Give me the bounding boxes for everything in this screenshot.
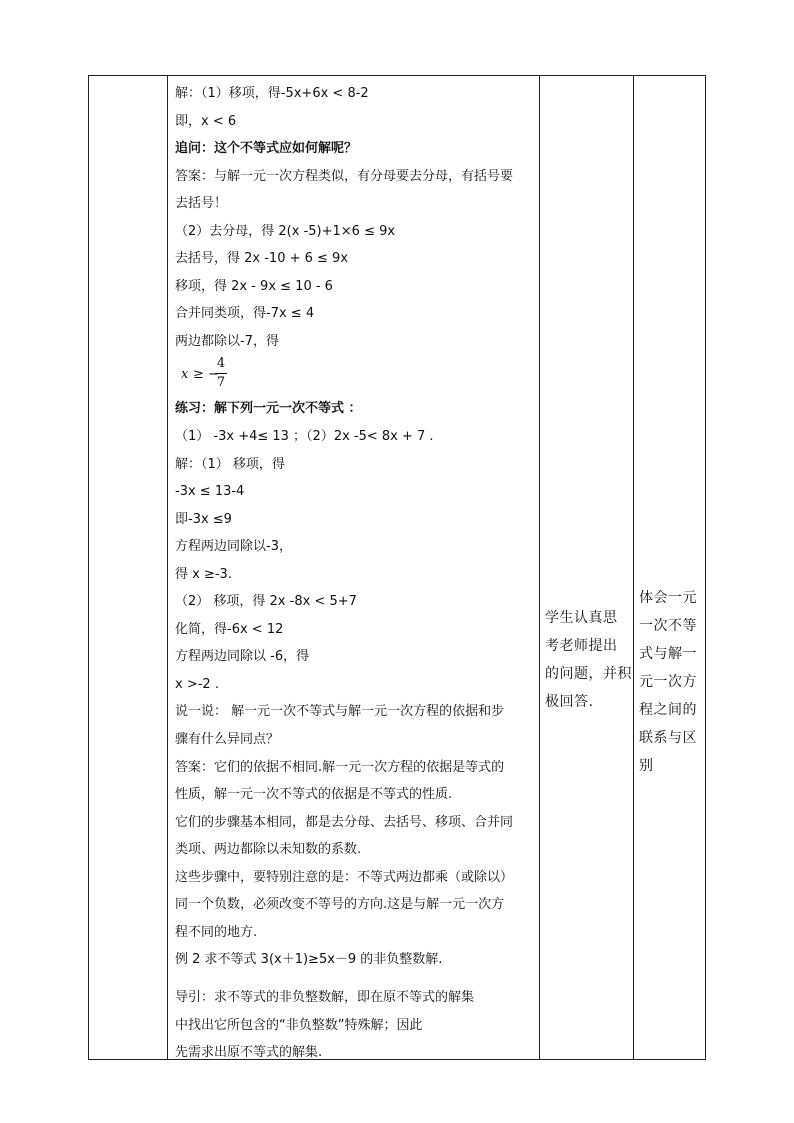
- text-line: 程不同的地方.: [175, 924, 258, 940]
- text-line: （2）去分母，得 2(x -5)+1×6 ≤ 9x: [175, 223, 396, 239]
- text-line: 性质，解一元一次不等式的依据是不等式的性质.: [175, 787, 453, 803]
- text-line: 导引：求不等式的非负整数解，即在原不等式的解集: [175, 989, 475, 1005]
- text-line: 骤有什么异同点？: [175, 732, 280, 748]
- lesson-table: [88, 75, 706, 1060]
- example-heading: 例 2 求不等式 3(x＋1)≥5x－9 的非负整数解.: [175, 952, 443, 968]
- text-line: 方程两边同除以 -6，得: [175, 649, 310, 665]
- text-line: 答案：它们的依据不相同.解一元一次方程的依据是等式的: [175, 759, 505, 775]
- text-line: 类项、两边都除以未知数的系数.: [175, 842, 362, 858]
- text-line: 先需求出原不等式的解集.: [175, 1045, 323, 1061]
- cell-line: 元一次方: [639, 674, 697, 690]
- cell-line: 的问题，并积: [545, 666, 632, 682]
- column-divider: [167, 76, 168, 1059]
- cell-line: 体会一元: [639, 590, 697, 606]
- text-line: 合并同类项，得-7x ≤ 4: [175, 306, 315, 322]
- fraction-relation: ≥ −: [193, 367, 219, 383]
- text-line: 解：（1） 移项，得: [175, 456, 285, 472]
- cell-line: 联系与区: [639, 730, 697, 746]
- cell-line: 程之间的: [639, 702, 697, 718]
- text-line: 两边都除以-7，得: [175, 333, 279, 349]
- cell-line: 极回答.: [545, 694, 594, 710]
- text-line: 去括号，得 2x -10 + 6 ≤ 9x: [175, 251, 349, 267]
- cell-line: 别: [639, 758, 654, 774]
- text-line: 化简，得-6x < 12: [175, 621, 284, 637]
- text-line: 说一说： 解一元一次不等式与解一元一次方程的依据和步: [175, 704, 505, 720]
- teaching-process-cell: [173, 76, 539, 1067]
- column-divider: [539, 76, 540, 1059]
- cell-line: 考老师提出: [545, 638, 618, 654]
- text-line: 同一个负数，必须改变不等号的方向.这是与解一元一次方: [175, 897, 505, 913]
- fraction-numerator: 4: [216, 356, 226, 372]
- text-line: 它们的步骤基本相同，都是去分母、去括号、移项、合并同: [175, 814, 514, 830]
- text-line: 即，x < 6: [175, 113, 237, 129]
- fraction-result: [175, 355, 539, 395]
- text-line: 这些步骤中，要特别注意的是：不等式两边都乘（或除以）: [175, 869, 514, 885]
- column-divider: [633, 76, 634, 1059]
- text-line: 中找出它所包含的“非负整数”特殊解；因此: [175, 1017, 423, 1033]
- cell-line: 学生认真思: [545, 610, 618, 626]
- text-line: x >-2 .: [175, 676, 219, 692]
- text-line: 移项，得 2x - 9x ≤ 10 - 6: [175, 278, 333, 294]
- text-line: 即-3x ≤9: [175, 511, 232, 527]
- text-line: 解：（1）移项，得-5x+6x < 8-2: [175, 86, 369, 101]
- text-line: -3x ≤ 13-4: [175, 484, 245, 500]
- text-line: （1） -3x +4≤ 13 ；（2）2x -5< 8x + 7 .: [175, 429, 434, 445]
- text-line: 方程两边同除以-3，: [175, 539, 292, 555]
- text-line: 去括号！: [175, 196, 228, 212]
- text-line: 练习：解下列一元一次不等式 ：: [175, 401, 362, 417]
- design-intent-cell: [639, 584, 705, 780]
- cell-line: 式与解一: [639, 646, 697, 662]
- cell-line: 一次不等: [639, 618, 697, 634]
- text-line: 答案：与解一元一次方程类似，有分母要去分母，有括号要: [175, 168, 514, 184]
- fraction: [215, 355, 227, 392]
- text-line: 追问：这个不等式应如何解呢？: [175, 141, 358, 157]
- text-line: 得 x ≥-3.: [175, 566, 232, 582]
- student-activity-cell: [545, 604, 631, 716]
- fraction-variable: x: [181, 367, 189, 383]
- fraction-denominator: 7: [216, 375, 226, 391]
- text-line: （2） 移项，得 2x -8x < 5+7: [175, 594, 357, 610]
